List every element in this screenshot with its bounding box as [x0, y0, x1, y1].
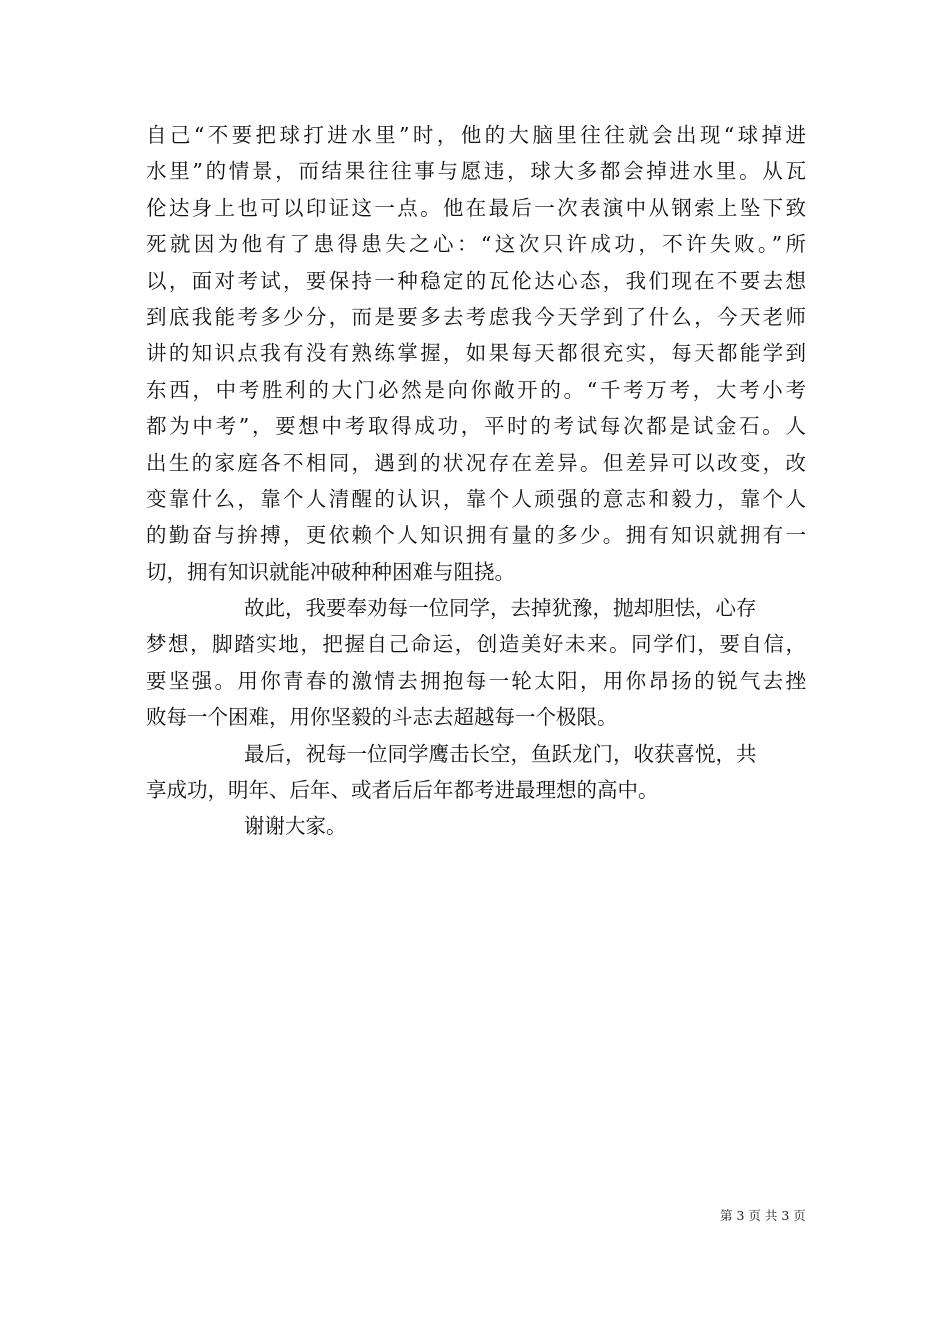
paragraph-line: 败每一个困难，用你坚毅的斗志去超越每一个极限。: [146, 705, 618, 730]
paragraph-line: 讲的知识点我有没有熟练掌握，如果每天都很充实，每天都能学到: [146, 341, 806, 366]
paragraph-line: 伦达身上也可以印证这一点。他在最后一次表演中从钢索上坠下致: [146, 195, 806, 220]
page-number-footer: 第 3 页 共 3 页: [720, 1208, 806, 1223]
paragraph-line: 出生的家庭各不相同，遇到的状况存在差异。但差异可以改变，改: [146, 450, 806, 475]
paragraph-line: 的勤奋与拚搏，更依赖个人知识拥有量的多少。拥有知识就拥有一: [146, 523, 806, 548]
document-body: [146, 117, 806, 845]
paragraph-line: 东西，中考胜利的大门必然是向你敞开的。“千考万考，大考小考: [146, 377, 806, 402]
paragraph-line: 享成功，明年、后年、或者后后年都考进最理想的高中。: [146, 778, 659, 803]
paragraph-line: 到底我能考多少分，而是要多去考虑我今天学到了什么，今天老师: [146, 304, 806, 329]
paragraph-line: 要坚强。用你青春的激情去拥抱每一轮太阳，用你昂扬的锐气去挫: [146, 668, 806, 693]
paragraph-line: 谢谢大家。: [244, 814, 347, 839]
paragraph-line: 自己“不要把球打进水里”时，他的大脑里往往就会出现“球掉进: [146, 123, 806, 147]
paragraph-line: 最后，祝每一位同学鹰击长空，鱼跃龙门，收获喜悦，共: [244, 741, 757, 766]
paragraph-line: 死就因为他有了患得患失之心：“这次只许成功，不许失败。”所: [146, 232, 806, 257]
paragraph-line: 水里”的情景，而结果往往事与愿违，球大多都会掉进水里。从瓦: [146, 159, 806, 184]
paragraph-line: 变靠什么，靠个人清醒的认识，靠个人顽强的意志和毅力，靠个人: [146, 486, 806, 511]
paragraph-line: 切，拥有知识就能冲破种种困难与阻挠。: [146, 559, 515, 584]
paragraph-line: 都为中考”，要想中考取得成功，平时的考试每次都是试金石。人: [146, 414, 806, 439]
paragraph-line: 故此，我要奉劝每一位同学，去掉犹豫，抛却胆怯，心存: [244, 596, 757, 621]
paragraph-line: 以，面对考试，要保持一种稳定的瓦伦达心态，我们现在不要去想: [146, 268, 806, 293]
paragraph-line: 梦想，脚踏实地，把握自己命运，创造美好未来。同学们，要自信，: [146, 632, 806, 657]
